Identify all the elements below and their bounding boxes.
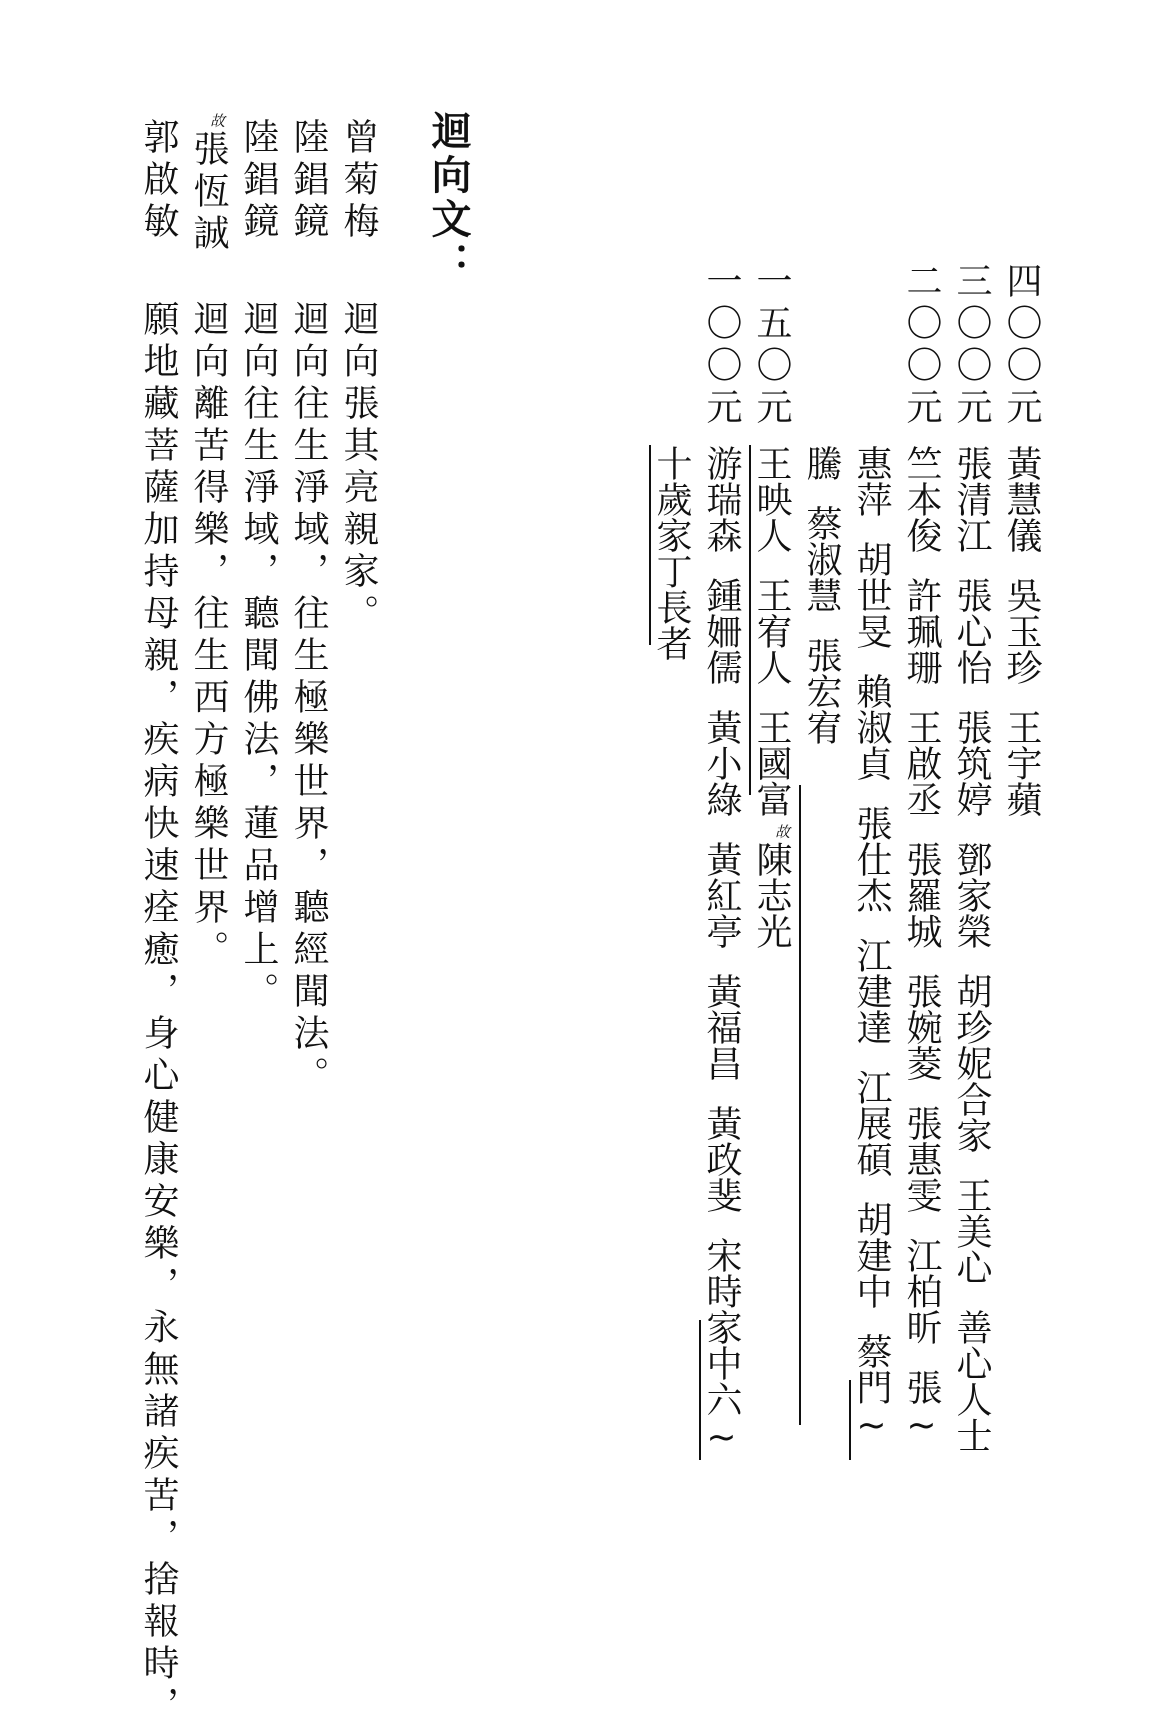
- dedicator-1: 曾菊梅: [338, 118, 379, 244]
- family-bracket: [699, 1320, 701, 1460]
- names-family-end: 十歲家丁長者: [651, 445, 692, 661]
- amount-300: 三〇〇元: [951, 262, 992, 430]
- names-300: 張清江張心怡張筑婷鄧家榮胡珍妮合家王美心善心人士: [951, 445, 992, 1453]
- family-bracket: [649, 445, 651, 645]
- amount-200: 二〇〇元: [901, 262, 942, 430]
- family-bracket: [849, 1380, 851, 1460]
- dedication-text-1: 迴向張其亮親家。: [338, 300, 379, 636]
- dedication-heading: 迴向文：: [425, 110, 471, 286]
- family-bracket: [749, 445, 751, 795]
- names-150: 王映人王宥人王國富 故 陳志光: [751, 445, 792, 949]
- dedicator-5: 郭啟敏: [138, 118, 179, 244]
- amount-150: 一五〇元: [751, 262, 792, 430]
- names-200-col1: 竺本俊許珮珊王啟丞張羅城張婉菱張惠雯江柏昕張~: [901, 445, 942, 1446]
- amount-100: 一〇〇元: [701, 262, 742, 430]
- dedication-text-4: 迴向離苦得樂，往生西方極樂世界。: [188, 300, 229, 972]
- amount-400: 四〇〇元: [1001, 262, 1042, 430]
- names-100: 游瑞森鍾姍儒黃小綠黃紅亭黃福昌黃政斐宋時家中六~: [701, 445, 742, 1458]
- dedication-text-2: 迴向往生淨域，往生極樂世界，聽經聞法。: [288, 300, 329, 1098]
- dedication-text-3: 迴向往生淨域，聽聞佛法，蓮品增上。: [238, 300, 279, 1014]
- names-400: 黃慧儀吳玉珍王宇蘋: [1001, 445, 1042, 817]
- dedication-text-5: 願地藏菩薩加持母親，疾病快速痊癒，身心健康安樂，永無諸疾苦，捨報時，: [138, 300, 179, 1728]
- names-200-col2: 惠萍胡世旻賴淑貞張仕杰江建達江展碩胡建中蔡門~: [851, 445, 892, 1446]
- names-200-col3: 騰蔡淑慧張宏宥: [801, 445, 842, 745]
- dedicator-4: 故 張恆誠: [188, 112, 229, 256]
- family-bracket: [799, 785, 801, 1425]
- dedicator-3: 陸錩鏡: [238, 118, 279, 244]
- dedicator-2: 陸錩鏡: [288, 118, 329, 244]
